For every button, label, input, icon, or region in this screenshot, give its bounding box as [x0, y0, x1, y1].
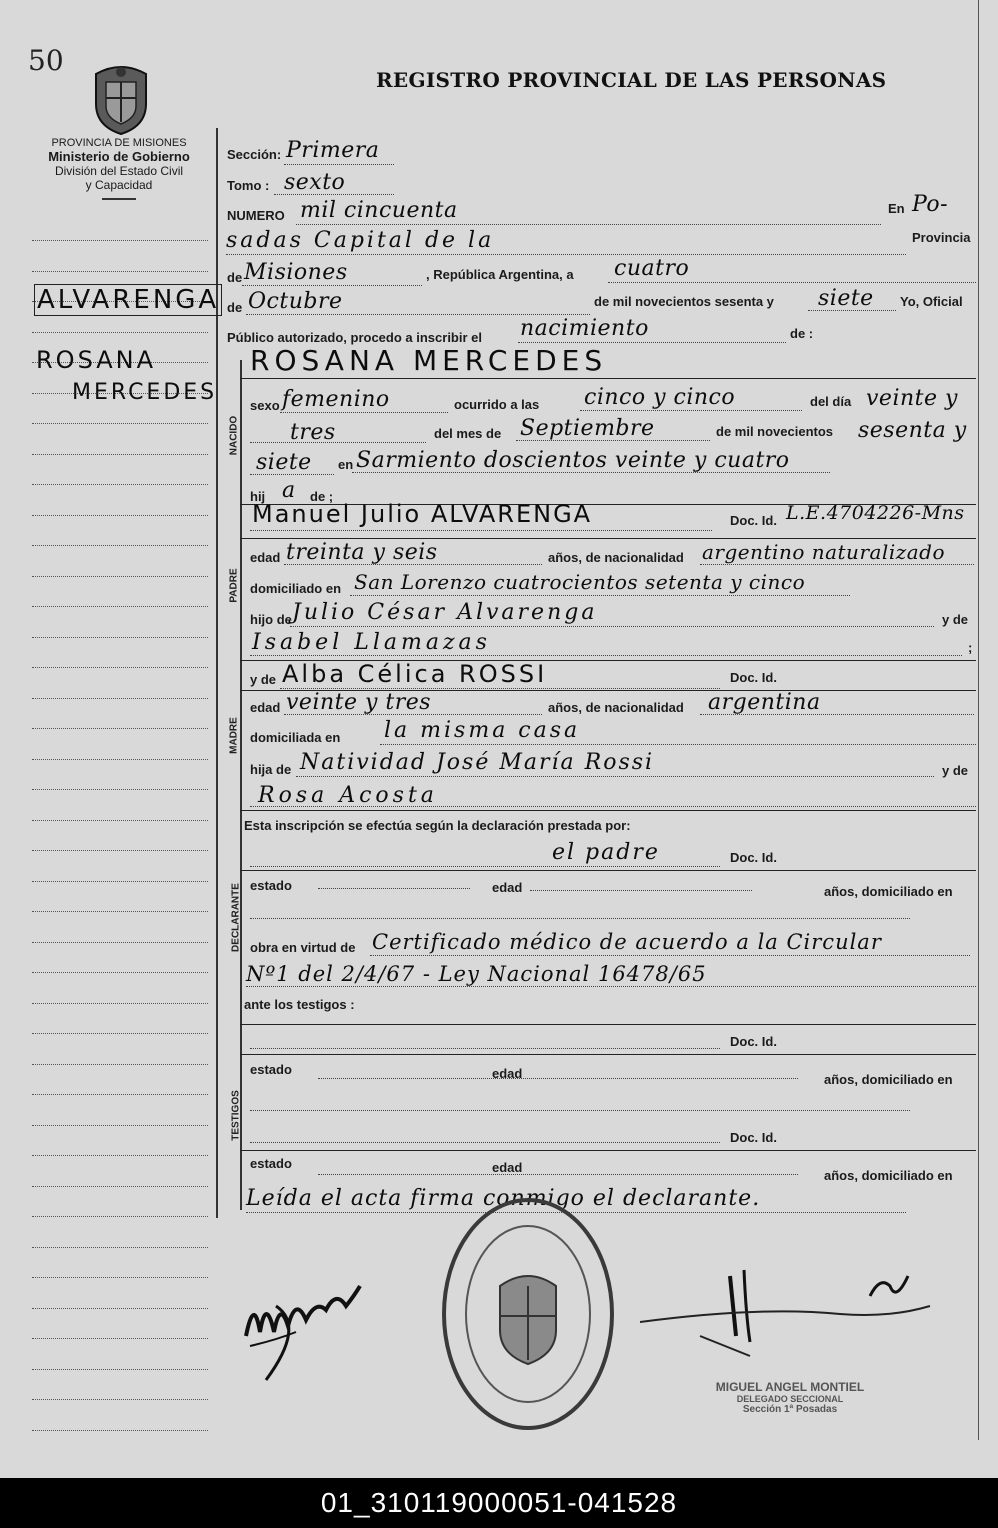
- margin-ledger-line: [32, 1308, 208, 1309]
- nacido-name: ROSANA MERCEDES: [250, 344, 608, 377]
- agency-line-1: PROVINCIA DE MISIONES: [51, 137, 187, 149]
- official-seal-icon: [440, 1196, 616, 1432]
- obra-label: obra en virtud de: [250, 940, 356, 955]
- delegado-section: Sección 1ª Posadas: [742, 1404, 838, 1415]
- declarante-section-label: DECLARANTE: [230, 883, 242, 952]
- margin-ledger-line: [32, 1216, 208, 1217]
- mes-label: del mes de: [434, 426, 502, 441]
- agency-line-3: División del Estado Civil: [54, 164, 184, 178]
- margin-ledger-line: [32, 1430, 208, 1431]
- margin-ledger-line: [32, 271, 208, 272]
- seccion-value: Primera: [286, 138, 380, 163]
- declarante-doc-label: Doc. Id.: [730, 850, 777, 865]
- agency-line-4: y Capacidad: [85, 178, 153, 192]
- testigo1-estado-label: estado: [250, 1062, 292, 1077]
- padre-y-de-label: y de: [942, 612, 969, 627]
- padre-section-label: PADRE: [228, 568, 240, 603]
- madre-madre-de: Rosa Acosta: [258, 783, 438, 808]
- sexo-value: femenino: [282, 387, 390, 412]
- madre-edad-label: edad: [250, 700, 281, 715]
- margin-given-2: MERCEDES: [72, 380, 218, 405]
- margin-ledger-line: [32, 881, 208, 882]
- delegado-name: MIGUEL ANGEL MONTIEL: [715, 1380, 865, 1394]
- margin-ledger-line: [32, 576, 208, 577]
- madre-doc-label: Doc. Id.: [730, 670, 777, 685]
- testigos-section-label: TESTIGOS: [230, 1090, 242, 1141]
- declarante-edad-label: edad: [492, 880, 523, 895]
- declarante-anios-label: años, domiciliado en: [824, 884, 953, 899]
- margin-ledger-line: [32, 1277, 208, 1278]
- closing-statement: Leída el acta firma conmigo el declarante.: [246, 1186, 761, 1211]
- margin-ledger-line: [32, 1186, 208, 1187]
- hora-value: cinco y cinco: [584, 385, 736, 410]
- nacido-dia-value-2: tres: [290, 420, 336, 445]
- en-label: En: [888, 201, 905, 216]
- de3-label: de :: [790, 326, 814, 341]
- margin-ledger-line: [32, 972, 208, 973]
- yo-label: Yo, Oficial: [900, 294, 963, 309]
- provincia-value: Misiones: [244, 260, 348, 285]
- padre-edad-value: treinta y seis: [286, 540, 438, 565]
- madre-y-de-label: y de: [250, 672, 277, 687]
- margin-ledger-line: [32, 1155, 208, 1156]
- margin-ledger-line: [32, 667, 208, 668]
- seccion-label: Sección:: [227, 147, 282, 162]
- de2-label: de: [227, 300, 243, 315]
- margin-ledger-line: [32, 820, 208, 821]
- declarante-name: el padre: [552, 840, 660, 865]
- nacido-anio-value-1: sesenta y: [858, 418, 967, 443]
- madre-hija-label: hija de: [250, 762, 292, 777]
- dia-value: cuatro: [614, 256, 690, 281]
- lugar-value: Sarmiento doscientos veinte y cuatro: [356, 448, 790, 473]
- madre-nac-label: años, de nacionalidad: [548, 700, 684, 715]
- delegado-stamp: [690, 1380, 890, 1415]
- padre-doc-label: Doc. Id.: [730, 513, 777, 528]
- padre-nac-label: años, de nacionalidad: [548, 550, 684, 565]
- margin-ledger-line: [32, 1033, 208, 1034]
- margin-ledger-line: [32, 545, 208, 546]
- margin-ledger-line: [32, 1094, 208, 1095]
- nacido-mil-label: de mil novecientos: [716, 424, 834, 439]
- sexo-label: sexo: [250, 398, 280, 413]
- testigo1-edad-label: edad: [492, 1066, 523, 1081]
- padre-padre-de: Julio César Alvarenga: [292, 600, 598, 625]
- document-title: REGISTRO PROVINCIAL DE LAS PERSONAS: [376, 68, 887, 92]
- padre-nac-value: argentino naturalizado: [702, 540, 946, 564]
- margin-ledger-line: [32, 1369, 208, 1370]
- mes-value: Octubre: [248, 289, 343, 314]
- margin-ledger-line: [32, 698, 208, 699]
- declarante-estado-label: estado: [250, 878, 292, 893]
- testigo2-anios-label: años, domiciliado en: [824, 1168, 953, 1183]
- de-label: de: [227, 270, 243, 285]
- margin-ledger-line: [32, 423, 208, 424]
- padre-hijo-label: hijo de: [250, 612, 292, 627]
- margin-given-1: ROSANA: [36, 346, 157, 374]
- margin-surname: ALVARENGA: [34, 284, 222, 316]
- numero-label: NUMERO: [227, 208, 285, 223]
- margin-ledger-line: [32, 728, 208, 729]
- padre-name: Manuel Julio ALVARENGA: [252, 500, 593, 528]
- form-right-border: [978, 0, 979, 1440]
- padre-dom-value: San Lorenzo cuatrocientos setenta y cinco: [354, 570, 806, 594]
- madre-dom-value: la misma casa: [384, 718, 581, 743]
- tomo-label: Tomo :: [227, 178, 270, 193]
- margin-ledger-line: [32, 1399, 208, 1400]
- testigo1-doc-label: Doc. Id.: [730, 1034, 777, 1049]
- mil-label: de mil novecientos sesenta y: [594, 294, 774, 309]
- testigo2-doc-label: Doc. Id.: [730, 1130, 777, 1145]
- margin-ledger-line: [32, 332, 208, 333]
- madre-nac-value: argentina: [708, 690, 821, 715]
- agency-block: [20, 137, 218, 200]
- obra-value-1: Certificado médico de acuerdo a la Circular: [372, 930, 882, 954]
- margin-ledger-line: [32, 911, 208, 912]
- en-value-1: Po-: [912, 192, 949, 217]
- numero-value: mil cincuenta: [300, 198, 458, 223]
- testigos-label: ante los testigos :: [244, 997, 355, 1012]
- margin-ledger-line: [32, 606, 208, 607]
- testigo1-anios-label: años, domiciliado en: [824, 1072, 953, 1087]
- nacido-en-label: en: [338, 457, 354, 472]
- margin-ledger-line: [32, 942, 208, 943]
- obra-value-2: Nº1 del 2/4/67 - Ley Nacional 16478/65: [246, 962, 707, 986]
- margin-ledger-line: [32, 850, 208, 851]
- nacido-section-label: NACIDO: [228, 415, 240, 456]
- nacido-dia-value-1: veinte y: [866, 386, 958, 411]
- margin-ledger-line: [32, 1338, 208, 1339]
- republica-label: , República Argentina, a: [426, 267, 574, 282]
- madre-padre-de: Natividad José María Rossi: [300, 750, 655, 775]
- ocurrido-label: ocurrido a las: [454, 397, 540, 412]
- left-signature-icon: [236, 1266, 366, 1386]
- en-value-2: sadas Capital de la: [226, 228, 495, 253]
- padre-dom-label: domiciliado en: [250, 581, 342, 596]
- margin-ledger-line: [32, 789, 208, 790]
- padre-semicolon: ;: [968, 640, 973, 655]
- madre-y-de-label: y de: [942, 763, 969, 778]
- coat-of-arms-icon: [86, 60, 156, 136]
- anio-value: siete: [818, 286, 874, 311]
- padre-madre-de: Isabel Llamazas: [252, 630, 491, 655]
- margin-ledger-line: [32, 515, 208, 516]
- margin-ledger-line: [32, 484, 208, 485]
- acto-value: nacimiento: [520, 316, 649, 341]
- madre-dom-label: domiciliada en: [250, 730, 341, 745]
- margin-ledger-line: [32, 759, 208, 760]
- madre-edad-value: veinte y tres: [286, 690, 432, 715]
- page-number: 50: [28, 44, 64, 77]
- right-signature-icon: [640, 1256, 980, 1366]
- provincia-label: Provincia: [912, 230, 971, 245]
- nacido-anio-value-2: siete: [256, 450, 312, 475]
- margin-ledger-line: [32, 240, 208, 241]
- madre-section-label: MADRE: [228, 717, 240, 754]
- padre-edad-label: edad: [250, 550, 281, 565]
- delegado-title: DELEGADO SECCIONAL: [736, 1394, 844, 1404]
- declaracion-intro: Esta inscripción se efectúa según la declaración prestada por:: [244, 818, 631, 833]
- margin-ledger-line: [32, 1125, 208, 1126]
- agency-line-2: Ministerio de Gobierno: [48, 149, 190, 164]
- hij-value: a: [282, 478, 296, 503]
- margin-ledger-line: [32, 1247, 208, 1248]
- testigo2-edad-label: edad: [492, 1160, 523, 1175]
- testigo2-estado-label: estado: [250, 1156, 292, 1171]
- tomo-value: sexto: [284, 170, 346, 195]
- margin-ledger-line: [32, 454, 208, 455]
- padre-doc-value: L.E.4704226-Mns: [786, 502, 965, 524]
- nacido-mes-value: Septiembre: [520, 416, 655, 441]
- margin-ledger-line: [32, 637, 208, 638]
- publico-label: Público autorizado, procedo a inscribir el: [227, 330, 482, 345]
- margin-ledger-line: [32, 1003, 208, 1004]
- madre-name: Alba Célica ROSSI: [282, 660, 548, 688]
- dia-label: del día: [810, 394, 852, 409]
- footer-code: 01_310119000051-041528: [0, 1478, 998, 1528]
- hij-de-label: de ;: [310, 489, 334, 504]
- hij-label: hij: [250, 489, 266, 504]
- margin-ledger-line: [32, 1064, 208, 1065]
